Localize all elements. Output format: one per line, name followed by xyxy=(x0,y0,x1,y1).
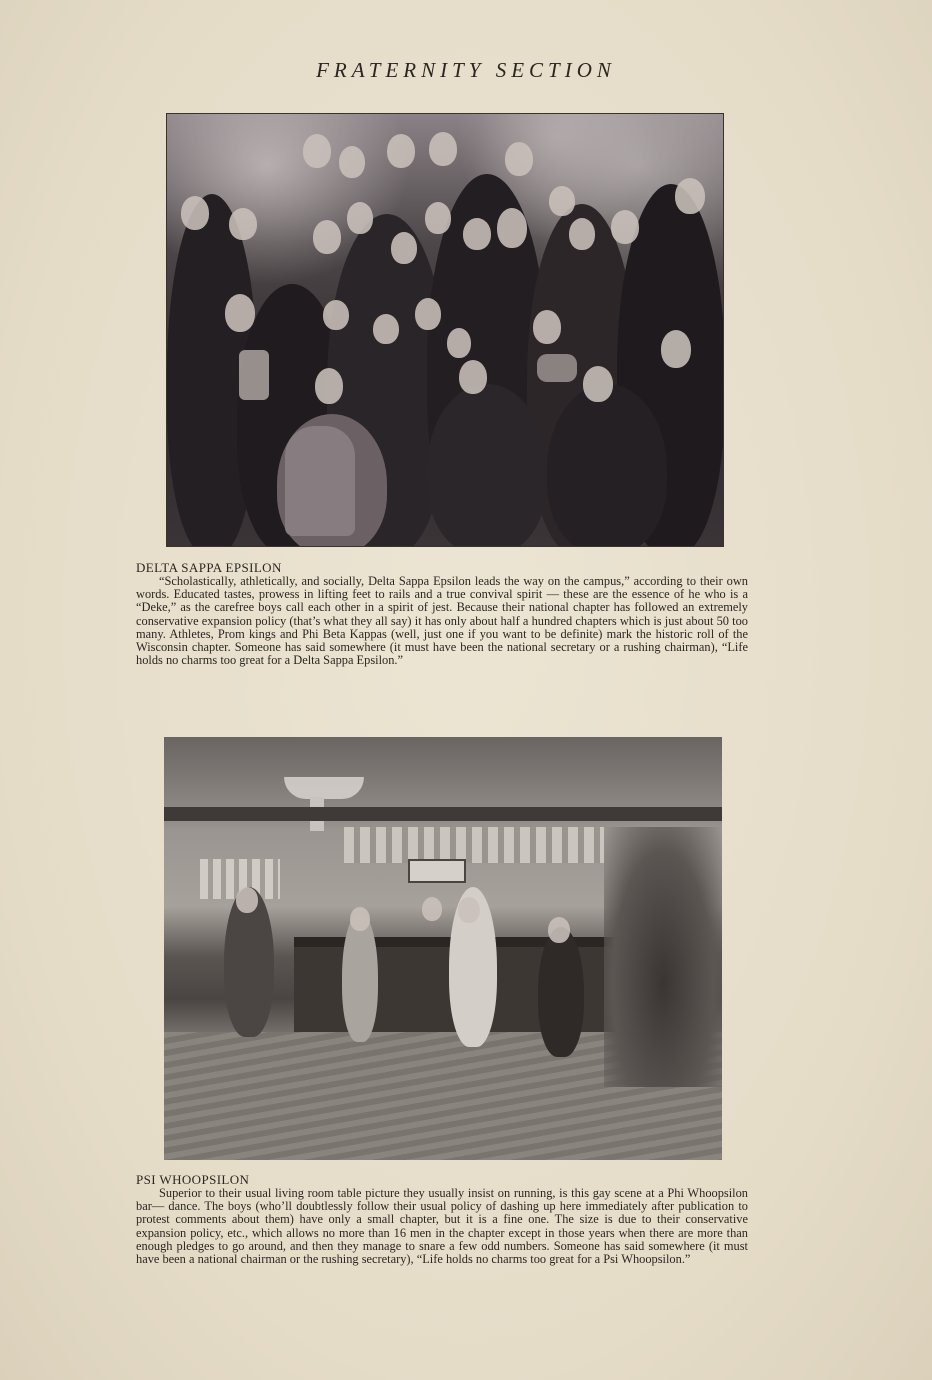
section-title-delta-sappa-epsilon: DELTA SAPPA EPSILON xyxy=(136,560,282,575)
page-header: FRATERNITY SECTION xyxy=(316,58,616,82)
section-title-psi-whoopsilon: PSI WHOOPSILON xyxy=(136,1172,250,1187)
section-body-delta-sappa-epsilon: “Scholastically, athletically, and socially, Delta Sappa Epsilon leads the way on the campus,” according to their own words. Educated tastes, prowess in lifting feet to rails and a true convival spirit — these are the essence of he who is a “Deke,” as the carefree boys call each other in a spirit of jest. Because their national chapter has followed an extremely conservative expansion policy (that’s what they all say) it has only about half a hundred chapters which is just about 50 too many. Athletes, Prom kings and Phi Beta Kappas (well, just one if you want to be definite) mark the historic roll of the Wisconsin chapter. Someone has said somewhere (it must have been the national secretary or a rushing chairman), “Life holds no charms too great for a Delta Sappa Epsilon.” xyxy=(136,574,748,668)
section-body-psi-whoopsilon: Superior to their usual living room table picture they usually insist on running, is this gay scene at a Phi Whoopsilon bar— dance. The boys (who’ll doubtlessly follow their usual policy of dashing up here immediately after publication to protest comments about them) have only a small chapter, but it is a fine one. The size is due to their conservative expansion policy, etc., which allows no more than 16 men in the chapter except in those years when there are more than enough pledges to go around, and then they manage to snare a few odd numbers. Someone has said somewhere (it must have been a national chairman or the rushing secretary), “Life holds no charms too great for a Psi Whoopsilon.” xyxy=(136,1186,748,1267)
group-photo-delta-sappa-epsilon xyxy=(166,113,724,547)
bar-photo-psi-whoopsilon xyxy=(164,737,722,1160)
